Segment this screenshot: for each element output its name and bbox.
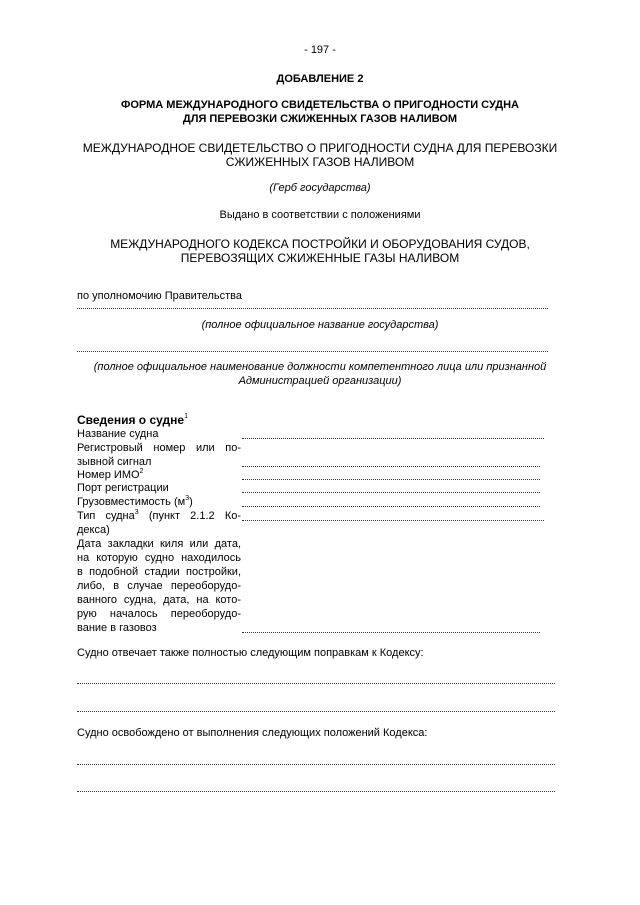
ship-type-label-line2: декса) (77, 524, 110, 536)
keel-date-field[interactable] (242, 632, 540, 633)
port-field[interactable] (242, 492, 540, 493)
form-title-line1: ФОРМА МЕЖДУНАРОДНОГО СВИДЕТЕЛЬСТВА О ПРИГОДНОСТИ СУДНА (120, 99, 519, 111)
keel-label-line6: рую началось переоборудо- (77, 608, 241, 620)
appendix-title: ДОБАВЛЕНИЕ 2 (276, 73, 364, 85)
footnote-3: 3 (134, 509, 139, 516)
callsign-field[interactable] (242, 466, 540, 467)
port-label: Порт регистрации (77, 482, 169, 494)
official-hint-line1: (полное официальное наименование должности компетентного лица или признанной (93, 361, 547, 373)
footnote-1: 1 (184, 413, 188, 420)
keel-label-line3: в подобной стадии постройки, (77, 566, 241, 578)
capacity-field[interactable] (242, 506, 540, 507)
keel-label-line5: ванного судна, дата, на кото- (77, 594, 241, 606)
exemptions-field-1[interactable] (77, 764, 555, 765)
exemptions-text: Судно освобождено от выполнения следующих положений Кодекса: (77, 727, 428, 739)
code-title-line2: ПЕРЕВОЗЯЩИХ СЖИЖЕННЫЕ ГАЗЫ НАЛИВОМ (180, 251, 460, 265)
official-hint-line2: Администрацией организации) (238, 375, 402, 387)
imo-field[interactable] (242, 479, 540, 480)
code-title-line1: МЕЖДУНАРОДНОГО КОДЕКСА ПОСТРОЙКИ И ОБОРУДОВАНИЯ СУДОВ, (110, 237, 530, 251)
imo-label: Номер ИМО$^2$ (77, 468, 144, 481)
issued-text: Выдано в соответствии с положениями (219, 209, 421, 221)
capacity-sup: 3 (185, 495, 190, 502)
amendments-text: Судно отвечает также полностью следующим поправкам к Кодексу: (77, 647, 424, 659)
amendments-field-1[interactable] (77, 683, 555, 684)
keel-label-line7: вание в газовоз (77, 622, 157, 634)
callsign-label-line1: Регистровый номер или по- (77, 442, 241, 454)
ship-name-field[interactable] (242, 438, 544, 439)
exemptions-field-2[interactable] (77, 791, 555, 792)
keel-label-line4: либо, в случае переоборудо- (77, 580, 241, 592)
footnote-2: 2 (139, 468, 144, 475)
authority-text: по уполномочию Правительства (77, 290, 243, 302)
ship-name-label: Название судна (77, 428, 159, 440)
page-number: - 197 - (304, 44, 336, 56)
ship-type-field[interactable] (242, 520, 544, 521)
certificate-title-line2: СЖИЖЕННЫХ ГАЗОВ НАЛИВОМ (225, 155, 415, 169)
callsign-label-line2: зывной сигнал (77, 456, 152, 468)
certificate-title-line1: МЕЖДУНАРОДНОЕ СВИДЕТЕЛЬСТВО О ПРИГОДНОСТИ СУДНА ДЛЯ ПЕРЕВОЗКИ (82, 141, 558, 155)
coat-of-arms-placeholder: (Герб государства) (269, 182, 371, 194)
amendments-field-2[interactable] (77, 711, 555, 712)
ship-section-heading: Сведения о судне$^1$ (77, 413, 188, 427)
keel-label-line2: на которую судно находилось (77, 552, 241, 564)
state-name-hint: (полное официальное название государства) (201, 319, 439, 331)
form-title-line2: ДЛЯ ПЕРЕВОЗКИ СЖИЖЕННЫХ ГАЗОВ НАЛИВОМ (182, 113, 458, 125)
capacity-label: Грузовместимость $(м^3)$ (77, 495, 193, 508)
state-name-field[interactable] (77, 308, 548, 309)
official-name-field[interactable] (77, 351, 548, 352)
ship-type-label-line1: Тип судна$^3$ (пункт 2.1.2 Ко- (77, 509, 242, 522)
keel-label-line1: Дата закладки киля или дата, (77, 538, 241, 550)
